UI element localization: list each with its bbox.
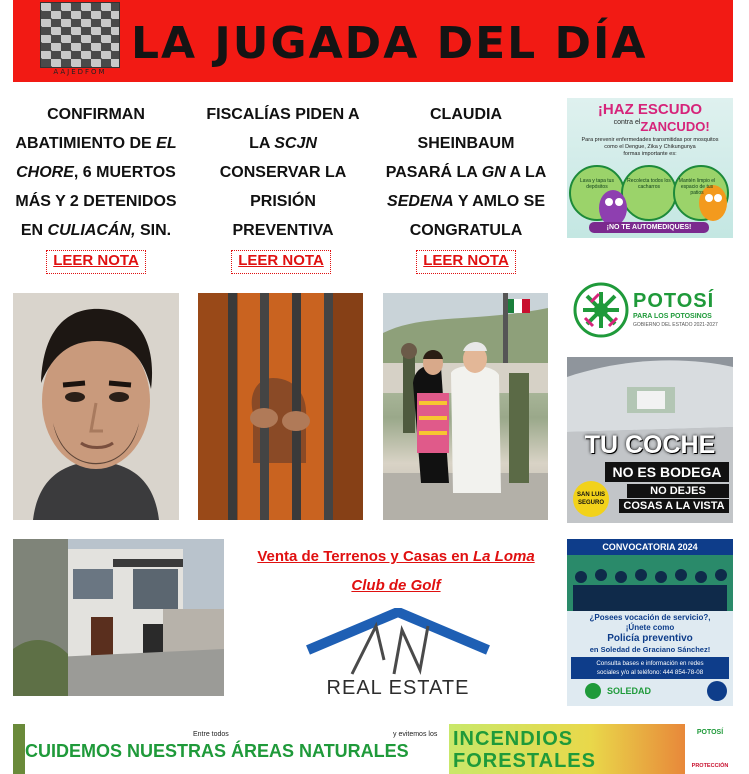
article-1-headline[interactable]: CONFIRMAN ABATIMIENTO DE EL CHORE, 6 MUERTOS MÁS Y 2 DETENIDOS EN CULIACÁN, SIN.: [15, 106, 177, 239]
prison-bars-image: [198, 293, 363, 520]
article-2-photo[interactable]: [198, 293, 363, 520]
convocatoria-header: CONVOCATORIA 2024: [567, 539, 733, 555]
article-3-headline[interactable]: CLAUDIA SHEINBAUM PASARÁ LA GN A LA SEDENA Y AMLO SE CONGRATULA: [385, 106, 547, 239]
banner-left-edge: [13, 724, 25, 774]
police-recruitment-ad[interactable]: [567, 539, 733, 706]
zancudo-warning: ¡NO TE AUTOMEDIQUES!: [589, 222, 709, 233]
officials-walking-image: [383, 293, 548, 520]
zancudo-ad-subtitle: contra el: [613, 119, 641, 126]
soledad-logo-text: SOLEDAD: [607, 686, 652, 696]
zancudo-ad-body: Para prevenir enfermedades transmitidas por mosquitos como el Dengue, Zika y Chikungunya: [581, 137, 719, 150]
coche-line-4: COSAS A LA VISTA: [619, 499, 729, 513]
article-3-read-more-link[interactable]: LEER NOTA: [418, 252, 514, 272]
zancudo-ad-title: ¡HAZ ESCUDO: [597, 101, 703, 118]
article-3-photo[interactable]: [383, 293, 548, 520]
police-contact-box: Consulta bases e información en redes sociales y/o al teléfono: 444 854-78-08: [571, 657, 729, 679]
coche-line-1: TU COCHE: [584, 431, 716, 459]
coche-line-3: NO DEJES: [627, 484, 729, 498]
zancudo-footer: [567, 238, 733, 262]
logo-caption: AAJEDFOM: [53, 68, 107, 76]
an-real-estate-logo[interactable]: [302, 608, 494, 704]
forest-fire-banner[interactable]: [13, 724, 733, 774]
potosi-period: GOBIERNO DEL ESTADO 2021-2027: [633, 322, 718, 328]
zancudo-item-1: Lava y tapa tus depósitos: [580, 178, 614, 190]
potosi-government-ad[interactable]: [567, 280, 733, 342]
real-estate-text: REAL ESTATE: [326, 677, 470, 699]
potosi-tagline: PARA LOS POTOSINOS: [633, 313, 712, 320]
police-officers-image: [567, 555, 733, 611]
real-estate-link[interactable]: Venta de Terrenos y Casas en La Loma Club de Golf: [257, 548, 535, 594]
house-photo[interactable]: [13, 539, 224, 696]
header-banner[interactable]: [13, 0, 733, 82]
banner-main-text-1: CUIDEMOS NUESTRAS ÁREAS NATURALES: [25, 741, 409, 761]
banner-small-text-1: Entre todos: [193, 731, 229, 738]
police-location: en Soledad de Graciano Sánchez!: [589, 645, 711, 654]
chessboard-logo-icon: [40, 2, 120, 68]
article-1-photo[interactable]: [13, 293, 179, 520]
dengue-prevention-ad[interactable]: [567, 98, 733, 262]
police-badge-icon: [707, 681, 727, 701]
banner-small-text-2: y evitemos los: [393, 731, 438, 738]
article-1-read-more-link[interactable]: LEER NOTA: [48, 252, 144, 272]
man-portrait-image: [13, 293, 179, 520]
police-join: ¡Únete como: [625, 623, 675, 632]
banner-proteccion-badge: PROTECCIÓN: [691, 763, 729, 769]
article-2-read-more-link[interactable]: LEER NOTA: [233, 252, 329, 272]
zancudo-item-3: Mantén limpio el espacio de tus patios: [678, 178, 716, 196]
banner-potosi-badge: POTOSÍ: [696, 729, 724, 736]
coche-line-2: NO ES BODEGA: [605, 462, 729, 482]
police-question: ¿Posees vocación de servicio?,: [589, 613, 711, 622]
police-role: Policía preventivo: [607, 633, 693, 644]
site-title: LA JUGADA DEL DÍA: [131, 18, 648, 69]
an-initials: [374, 632, 424, 652]
zancudo-ad-title-2: ZANCUDO!: [640, 119, 710, 134]
potosi-name: POTOSÍ: [633, 290, 715, 312]
zancudo-ad-body-2: formas importante es:: [623, 151, 677, 157]
article-2-headline[interactable]: FISCALÍAS PIDEN A LA SCJN CONSERVAR LA PRISIÓN PREVENTIVA: [206, 106, 360, 239]
car-safety-ad[interactable]: [567, 357, 733, 523]
zancudo-item-2: Recolecta todos los cacharros: [627, 178, 671, 190]
banner-main-text-3: FORESTALES: [453, 750, 596, 772]
soledad-logo-icon: [585, 683, 601, 699]
potosi-logo-icon: [573, 282, 629, 338]
san-luis-seguro-badge: SAN LUIS SEGURO: [573, 481, 609, 517]
house-image: [13, 539, 224, 696]
banner-main-text-2: INCENDIOS: [453, 728, 574, 750]
